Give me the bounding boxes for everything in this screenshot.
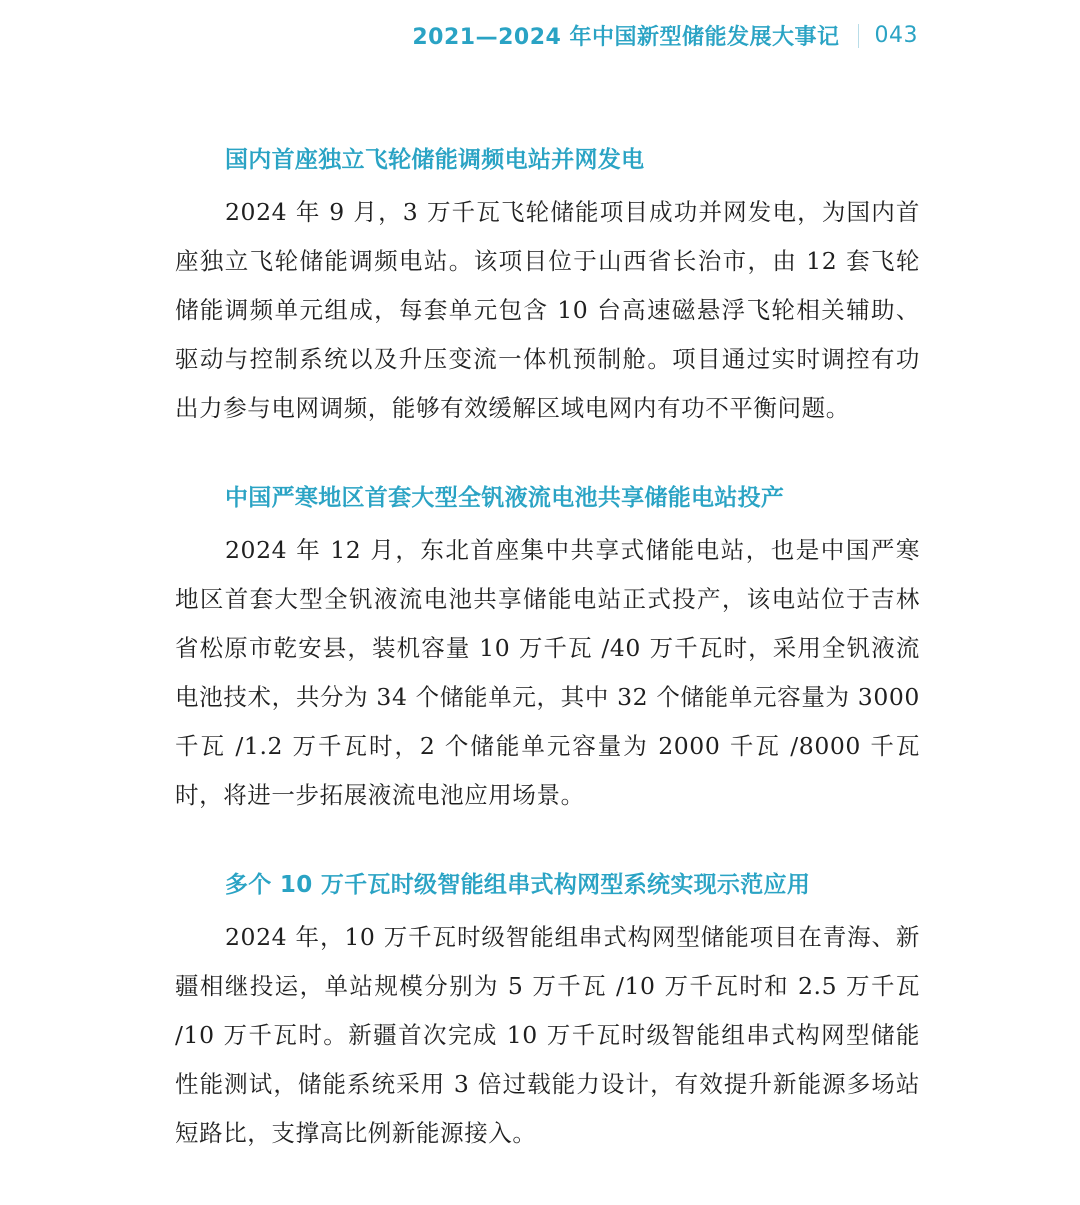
section-vanadium-flow-battery	[175, 480, 920, 820]
section-body: 2024 年，10 万千瓦时级智能组串式构网型储能项目在青海、新疆相继投运，单站规模分别为 5 万千瓦 /10 万千瓦时和 2.5 万千瓦 /10 万千瓦时。新疆首次完成 10 万千瓦时级智能组串式构网型储能性能测试，储能系统采用 3 倍过载能力设计，有效提升新能源多场站短路比，支撑高比例新能源接入。	[175, 923, 920, 1147]
page-number: 043	[874, 23, 918, 48]
section-title: 中国严寒地区首套大型全钒液流电池共享储能电站投产	[225, 485, 785, 511]
section-title: 国内首座独立飞轮储能调频电站并网发电	[225, 147, 645, 173]
section-flywheel-storage	[175, 142, 920, 433]
section-body: 2024 年 9 月，3 万千瓦飞轮储能项目成功并网发电，为国内首座独立飞轮储能调频电站。该项目位于山西省长治市，由 12 套飞轮储能调频单元组成，每套单元包含 10 台高速磁悬浮飞轮相关辅助、驱动与控制系统以及升压变流一体机预制舱。项目通过实时调控有功出力参与电网调频，能够有效缓解区域电网内有功不平衡问题。	[175, 198, 920, 422]
page-content	[175, 142, 920, 1205]
section-grid-forming-system	[175, 867, 920, 1158]
section-body: 2024 年 12 月，东北首座集中共享式储能电站，也是中国严寒地区首套大型全钒液流电池共享储能电站正式投产，该电站位于吉林省松原市乾安县，装机容量 10 万千瓦 /40 万千瓦时，采用全钒液流电池技术，共分为 34 个储能单元，其中 32 个储能单元容量为 3000 千瓦 /1.2 万千瓦时，2 个储能单元容量为 2000 千瓦 /8000 千瓦时，将进一步拓展液流电池应用场景。	[175, 536, 920, 809]
running-title: 2021—2024 年中国新型储能发展大事记	[412, 25, 840, 50]
section-title: 多个 10 万千瓦时级智能组串式构网型系统实现示范应用	[225, 872, 811, 898]
running-header	[412, 20, 918, 51]
header-divider	[858, 24, 859, 48]
